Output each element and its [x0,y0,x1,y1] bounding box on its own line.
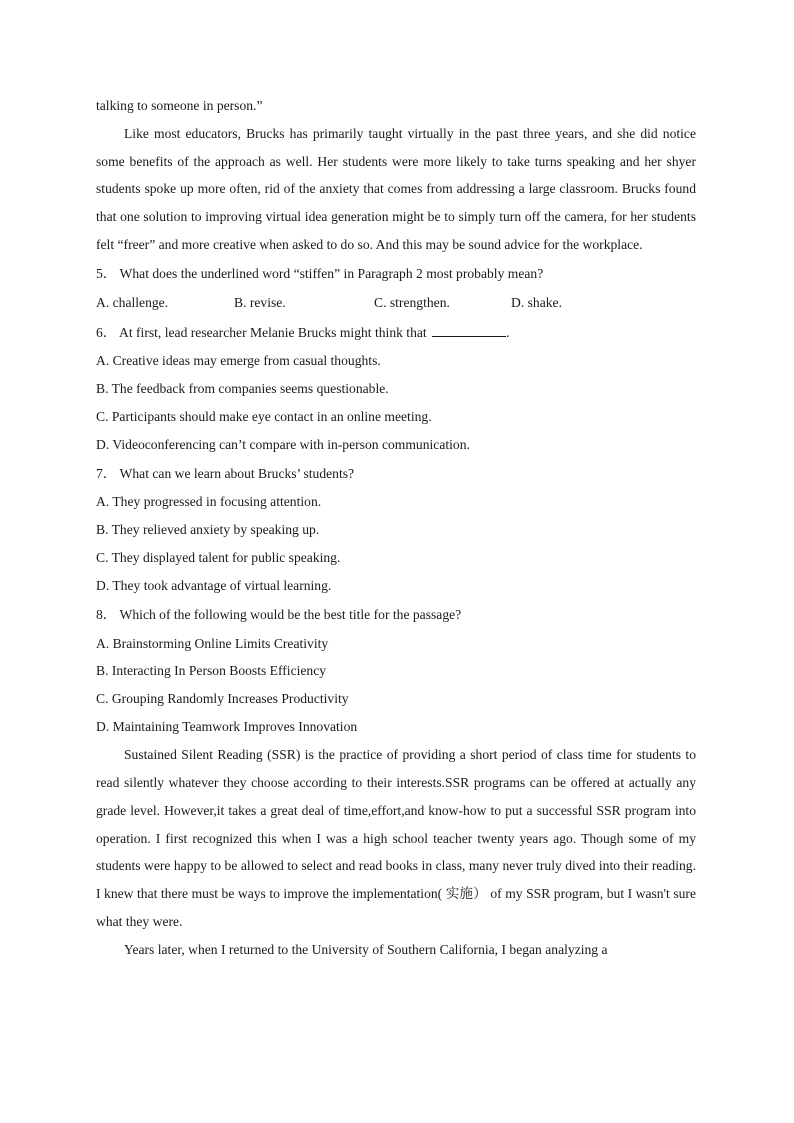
question-text: What can we learn about Brucks’ students? [116,465,355,481]
option-a: A. Creative ideas may emerge from casual thoughts. [96,353,381,369]
option-a: A. Brainstorming Online Limits Creativity [96,635,329,651]
option-b: B. They relieved anxiety by speaking up. [96,522,320,538]
question-keyword: “stiffen” [293,265,341,281]
question-6-stem [96,318,696,348]
question-number: 7． [96,465,117,481]
option-d: D. shake. [511,295,562,311]
question-5-options [96,288,696,318]
document-page [96,92,696,964]
option-d: D. Maintaining Teamwork Improves Innovation [96,719,358,735]
option-c: C. They displayed talent for public speaking. [96,550,341,566]
passage-b-paragraph-1: Sustained Silent Reading (SSR) is the practice of providing a short period of class time for students to read silently whatever they choose according to their interests.SSR programs can be offered at actually any grade level. However,it takes a great deal of time,effort,and know-how to put a successful SSR program into operation. I first recognized this when I was a high school teacher twenty years ago. Though some of my students were happy to be allowed to select and read books in class, many never truly dived into their reading. I knew that there must be ways to improve the implementation( 实施） of my SSR program, but I wasn't sure what they were. [96,747,696,929]
question-number: 6． [96,324,117,340]
passage-b-paragraph-2: Years later, when I returned to the University of Southern California, I began analyzing a [124,941,608,957]
question-5-stem [96,259,696,289]
option-c: C. strengthen. [374,295,450,311]
option-d: D. They took advantage of virtual learning. [96,578,332,594]
passage-a-continuation: talking to someone in person.” [96,98,263,113]
question-text: Which of the following would be the best title for the passage? [116,607,462,623]
question-text: in Paragraph 2 most probably mean? [340,265,544,281]
option-c: C. Grouping Randomly Increases Productivity [96,691,349,707]
question-8-stem [96,600,696,630]
question-number: 5． [96,265,117,281]
question-text: At first, lead researcher Melanie Brucks might think that [116,324,431,340]
question-number: 8． [96,607,117,623]
option-a: A. They progressed in focusing attention. [96,494,322,510]
option-c: C. Participants should make eye contact in an online meeting. [96,409,432,425]
question-text: What does the underlined word [116,265,294,281]
option-d: D. Videoconferencing can’t compare with in-person communication. [96,437,470,452]
option-b: B. revise. [234,295,286,311]
passage-a-paragraph: Like most educators, Brucks has primarily taught virtually in the past three years, and she did notice some benefits of the approach as well. Her students were more likely to take turns speaking and her shyer students spoke up more often, rid of the anxiety that comes from addressing a large classroom. Brucks found that one solution to improving virtual idea generation might be to simply turn off the camera, for her students felt “freer” and more creative when asked to do so. And this may be sound advice for the workplace. [96,125,696,252]
question-7-stem [96,459,696,489]
option-b: B. Interacting In Person Boosts Efficiency [96,663,327,679]
question-end: . [506,324,510,340]
option-b: B. The feedback from companies seems questionable. [96,381,389,397]
option-a: A. challenge. [96,295,169,311]
answer-blank [432,322,506,337]
